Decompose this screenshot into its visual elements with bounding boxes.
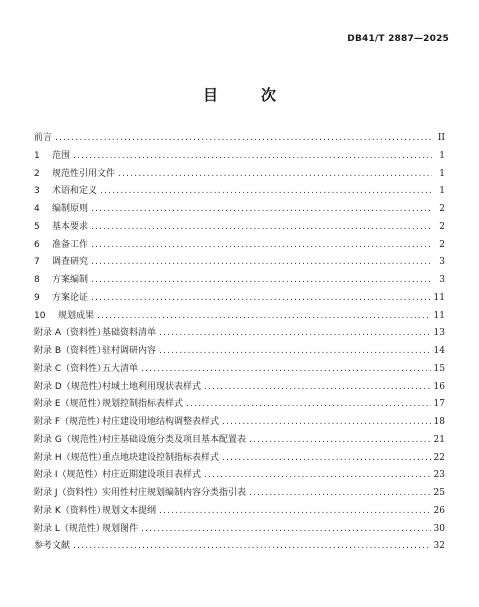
- dot-leader: [204, 467, 431, 485]
- toc-page-number: 11: [433, 292, 445, 303]
- toc-label: 基础资料清单: [102, 328, 157, 339]
- toc-number: 6: [34, 239, 40, 250]
- dot-leader: [222, 414, 431, 432]
- dot-leader: [249, 432, 431, 450]
- toc-appendix-number: 附录 I（规范性）: [34, 470, 103, 481]
- dot-leader: [141, 521, 431, 539]
- toc-label: 规划成果: [58, 310, 95, 321]
- dot-leader: [100, 183, 432, 201]
- document-code: DB41/T 2887—2025: [347, 34, 449, 44]
- toc-label: 方案编制: [52, 275, 89, 285]
- toc-label: 规范性引用文件: [52, 168, 116, 179]
- toc-entry-appendix-g[interactable]: [34, 432, 445, 450]
- toc-label: 准备工作: [52, 239, 89, 250]
- dot-leader: [204, 379, 431, 397]
- toc-number: 8: [34, 275, 40, 285]
- toc-number: 2: [34, 168, 40, 179]
- toc-entry-10[interactable]: [34, 308, 445, 326]
- toc-label: 实用性村庄规划编制内容分类指引表: [102, 488, 247, 498]
- toc-page-number: 3: [439, 257, 445, 268]
- toc-label: 编制原则: [52, 204, 89, 214]
- toc-number: 5: [34, 221, 40, 232]
- toc-appendix-number: 附录 D（规范性）: [34, 381, 107, 392]
- dot-leader: [91, 254, 432, 272]
- dot-leader: [91, 272, 432, 290]
- toc-entry-appendix-h[interactable]: [34, 450, 445, 468]
- toc-number: 1: [34, 150, 40, 161]
- toc-page-number: 1: [439, 186, 445, 197]
- dot-leader: [222, 450, 431, 468]
- toc-label: 术语和定义: [52, 186, 98, 197]
- toc-entry-3[interactable]: [34, 183, 445, 201]
- toc-entry-9[interactable]: [34, 290, 445, 308]
- toc-label: 方案论证: [52, 292, 89, 303]
- toc-page-number: 2: [439, 221, 445, 232]
- dot-leader: [249, 485, 431, 503]
- toc-page-number: 26: [433, 505, 445, 516]
- dot-leader: [159, 343, 431, 361]
- toc-entry-appendix-e[interactable]: [34, 396, 445, 414]
- toc-label: 规划控制指标表样式: [102, 399, 184, 410]
- toc-entry-7[interactable]: [34, 254, 445, 272]
- toc-entry-2[interactable]: [34, 166, 445, 184]
- toc-page-number: 22: [433, 452, 445, 463]
- dot-leader: [118, 166, 432, 184]
- toc-entry-appendix-j[interactable]: [34, 485, 445, 503]
- dot-leader: [159, 325, 431, 343]
- dot-leader: [159, 503, 431, 521]
- toc-label: 五大清单: [102, 363, 139, 374]
- toc-entry-appendix-i[interactable]: [34, 467, 445, 485]
- toc-entry-appendix-l[interactable]: [34, 521, 445, 539]
- toc-label: 驻村调研内容: [102, 346, 157, 356]
- page-title: 目 次: [202, 86, 290, 104]
- toc-label: 重点地块建设控制指标表样式: [102, 452, 220, 463]
- dot-leader: [73, 148, 432, 166]
- toc-number: 9: [34, 292, 40, 303]
- toc-page-number: 16: [433, 381, 445, 392]
- toc-label: 基本要求: [52, 221, 89, 232]
- toc-entry-appendix-a[interactable]: [34, 325, 445, 343]
- toc-page-number: 18: [433, 417, 445, 427]
- toc-page-number: 17: [433, 399, 445, 410]
- toc-label: 范围: [52, 150, 71, 161]
- toc-appendix-number: 附录 E（规范性）: [34, 399, 106, 410]
- dot-leader: [91, 290, 431, 308]
- dot-leader: [186, 396, 431, 414]
- toc-page-number: 2: [439, 204, 445, 214]
- toc-entry-appendix-c[interactable]: [34, 361, 445, 379]
- toc-appendix-number: 附录 L（规范性）: [34, 523, 105, 534]
- dot-leader: [141, 361, 431, 379]
- toc-label: 村庄基础设施分类及项目基本配置表: [102, 434, 247, 445]
- toc-entry-foreword[interactable]: [34, 130, 445, 148]
- toc-label: 前言: [34, 133, 53, 143]
- toc-entry-5[interactable]: [34, 219, 445, 237]
- toc-entry-1[interactable]: [34, 148, 445, 166]
- toc-appendix-number: 附录 H（规范性）: [34, 452, 107, 463]
- toc-number: 3: [34, 186, 40, 197]
- toc-label: 调查研究: [52, 257, 89, 268]
- toc-number: 4: [34, 204, 40, 214]
- toc-page-number: 32: [433, 541, 445, 552]
- toc-appendix-number: 附录 C（资料性）: [34, 363, 107, 374]
- toc-page-number: 1: [439, 150, 445, 161]
- toc-page-number: 15: [433, 363, 445, 374]
- dot-leader: [91, 201, 432, 219]
- toc-label: 参考文献: [34, 541, 71, 552]
- toc-label: 村庄近期建设项目表样式: [102, 470, 202, 481]
- toc-entry-4[interactable]: [34, 201, 445, 219]
- toc-appendix-number: 附录 G（规范性）: [34, 434, 107, 445]
- toc-page-number: 23: [433, 470, 445, 481]
- toc-page-number: 11: [433, 310, 445, 321]
- toc-appendix-number: 附录 K（资料性）: [34, 505, 106, 516]
- toc-page-number: 1: [439, 168, 445, 179]
- toc-page-number: 2: [439, 239, 445, 250]
- toc-page-number: II: [437, 133, 445, 143]
- toc-page-number: 21: [433, 434, 445, 445]
- toc-entry-appendix-b[interactable]: [34, 343, 445, 361]
- toc-appendix-number: 附录 A（资料性）: [34, 328, 107, 339]
- dot-leader: [73, 538, 431, 556]
- dot-leader: [55, 130, 432, 148]
- toc-number: 7: [34, 257, 40, 268]
- dot-leader: [91, 237, 432, 255]
- toc-entry-appendix-f[interactable]: [34, 414, 445, 432]
- toc-page-number: 14: [433, 346, 445, 356]
- toc-page-number: 3: [439, 275, 445, 285]
- dot-leader: [97, 308, 431, 326]
- toc-entry-references[interactable]: [34, 538, 445, 556]
- dot-leader: [91, 219, 432, 237]
- toc-label: 村庄建设用地结构调整表样式: [102, 417, 220, 427]
- toc-entry-appendix-d[interactable]: [34, 379, 445, 397]
- toc-label: 村域土地利用现状表样式: [102, 381, 202, 392]
- toc-label: 规划文本提纲: [102, 505, 157, 516]
- table-of-contents: [34, 130, 445, 556]
- toc-appendix-number: 附录 F（规范性）: [34, 417, 106, 427]
- toc-entry-6[interactable]: [34, 237, 445, 255]
- toc-entry-appendix-k[interactable]: [34, 503, 445, 521]
- toc-entry-8[interactable]: [34, 272, 445, 290]
- toc-page-number: 13: [433, 328, 445, 339]
- toc-page-number: 30: [433, 523, 445, 534]
- toc-page-number: 25: [433, 488, 445, 498]
- toc-appendix-number: 附录 B（资料性）: [34, 346, 107, 356]
- toc-number: 10: [34, 310, 46, 321]
- toc-appendix-number: 附录 J（资料性）: [34, 488, 103, 498]
- toc-label: 规划图件: [102, 523, 139, 534]
